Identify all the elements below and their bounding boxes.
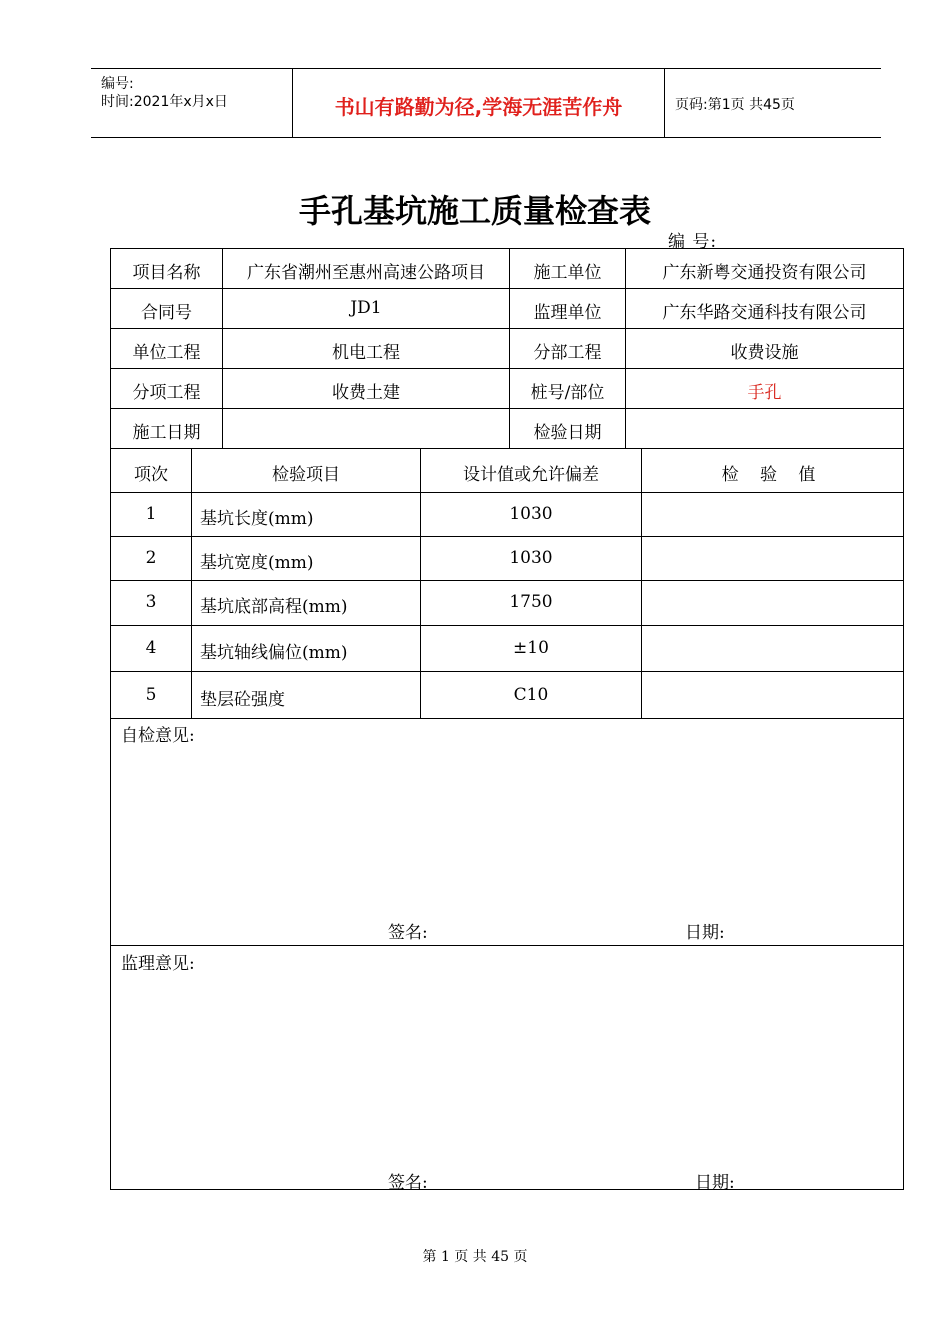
row-no: 4: [145, 638, 157, 658]
self-check-date-label: 日期:: [685, 923, 725, 943]
info-value-unit: 机电工程: [332, 343, 400, 363]
supervision-label: 监理意见:: [121, 954, 195, 974]
row-spec: 1030: [509, 548, 553, 568]
info-cell: [625, 408, 904, 449]
info-label-contract: 合同号: [141, 303, 192, 323]
info-label-division: 分部工程: [533, 343, 602, 363]
row-spec: ±10: [513, 638, 549, 658]
motto-text: 书山有路勤为径,学海无涯苦作舟: [334, 95, 623, 119]
info-label-construction-date: 施工日期: [132, 423, 201, 443]
info-label-contractor: 施工单位: [533, 263, 602, 283]
info-label-inspection-date: 检验日期: [533, 423, 602, 443]
page-info: 页码:第1页 共45页: [675, 97, 795, 113]
time-label: 时间:2021年x月x日: [101, 94, 228, 110]
header-motto-cell: [292, 69, 665, 137]
info-value-contractor: 广东新粤交通投资有限公司: [662, 263, 867, 283]
row-no: 3: [145, 592, 157, 612]
header-no: 项次: [134, 465, 168, 485]
header-spec: 设计值或允许偏差: [463, 465, 599, 485]
row-no: 5: [145, 685, 157, 705]
row-item: 基坑宽度(mm): [200, 553, 314, 573]
header-value: 检 验 值: [721, 465, 824, 485]
row-item: 基坑底部高程(mm): [200, 597, 348, 617]
row-item: 基坑长度(mm): [200, 509, 314, 529]
header-page-cell: [665, 69, 881, 137]
supervision-sign-label: 签名:: [388, 1173, 428, 1193]
row-no: 2: [145, 548, 157, 568]
table-row: [641, 580, 904, 626]
header-meta: [91, 69, 292, 137]
info-label-supervisor: 监理单位: [533, 303, 602, 323]
info-label-station: 桩号/部位: [530, 383, 605, 403]
info-value-station: 手孔: [747, 383, 782, 403]
info-label-project: 项目名称: [132, 263, 201, 283]
info-value-supervisor: 广东华路交通科技有限公司: [662, 303, 867, 323]
code-label: 编号:: [101, 76, 134, 92]
supervision-date-label: 日期:: [695, 1173, 735, 1193]
table-row: [641, 492, 904, 537]
self-check-section: [110, 718, 904, 946]
supervision-section: [110, 945, 904, 1190]
document-title: 手孔基坑施工质量检查表: [298, 192, 651, 230]
table-row: [641, 671, 904, 719]
info-value-contract: JD1: [350, 298, 382, 318]
info-label-unit: 单位工程: [132, 343, 201, 363]
info-label-subitem: 分项工程: [132, 383, 201, 403]
serial-number-label: 编 号:: [668, 232, 718, 252]
self-check-sign-label: 签名:: [388, 923, 428, 943]
header-item: 检验项目: [272, 465, 340, 485]
row-no: 1: [145, 504, 157, 524]
page-footer: 第 1 页 共 45 页: [422, 1249, 528, 1265]
info-value-project: 广东省潮州至惠州高速公路项目: [247, 263, 485, 283]
table-row: [641, 625, 904, 672]
page-header: [91, 68, 881, 138]
info-value-subitem: 收费土建: [332, 383, 400, 403]
info-value-division: 收费设施: [730, 343, 799, 363]
row-item: 垫层砼强度: [200, 690, 285, 710]
row-spec: C10: [513, 685, 549, 705]
row-item: 基坑轴线偏位(mm): [200, 643, 348, 663]
row-spec: 1750: [509, 592, 553, 612]
table-row: [641, 536, 904, 581]
row-spec: 1030: [509, 504, 553, 524]
info-cell: [222, 408, 510, 449]
self-check-label: 自检意见:: [121, 726, 195, 746]
